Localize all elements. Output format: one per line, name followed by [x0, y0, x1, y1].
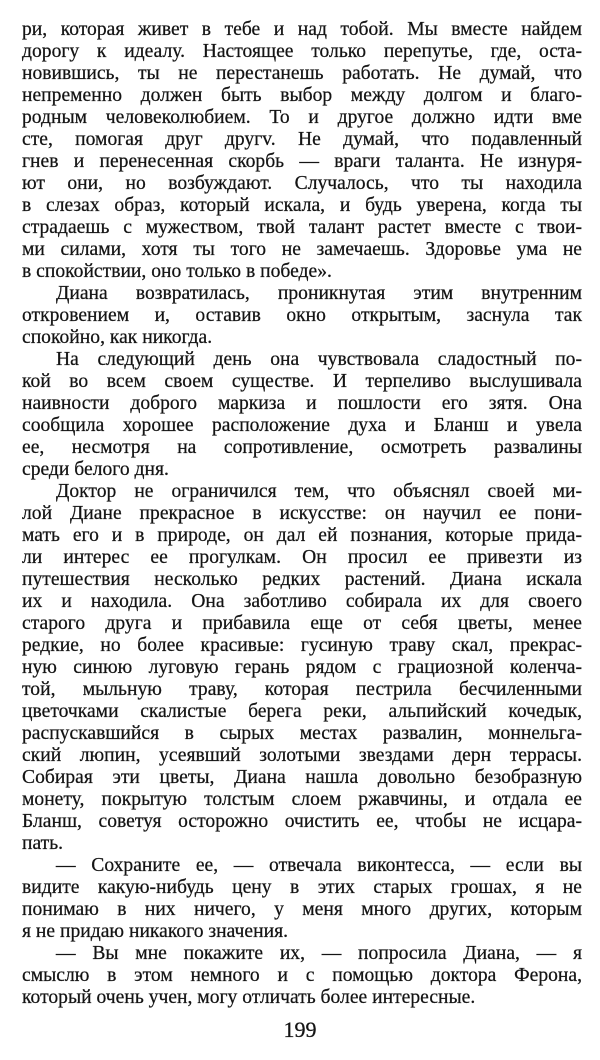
page-number: 199 — [283, 1017, 317, 1042]
text-line: я не придаю никакого значения. — [22, 921, 288, 942]
text-line: который очень учен, могу отличать более интересные. — [22, 987, 476, 1008]
text-line: ский люпин, усеявший золотыми звездами дерн террасы. — [22, 745, 582, 766]
text-line: родным человеколюбием. То и другое должно идти вме — [22, 107, 582, 128]
text-line: непременно должен быть выбор между долгом и благо- — [22, 85, 582, 106]
text-line: откровением и, оставив окно открытым, заснула так — [22, 305, 582, 326]
text-line: Собирая эти цветы, Диана нашла довольно безобразную — [22, 767, 582, 788]
text-line: спокойно, как никогда. — [22, 327, 213, 348]
text-line: монету, покрытую толстым слоем ржавчины, и отдала ее — [22, 789, 582, 810]
paragraph — [22, 481, 582, 855]
text-line: их и находила. Она заботливо собирала их для своего — [22, 591, 582, 612]
text-line: видите какую-нибудь цену в этих старых грошах, я не — [22, 877, 582, 898]
text-line: ную синюю луговую герань рядом с грациозной коленча- — [22, 657, 582, 678]
text-line: в спокойствии, оно только в победе». — [22, 261, 332, 282]
text-line: редкие, но более красивые: гусиную траву скал, прекрас- — [22, 635, 582, 656]
paragraph — [22, 349, 582, 481]
text-line: — Вы мне покажите их, — попросила Диана, — я — [56, 943, 582, 964]
text-line: ми силами, хотя ты того не замечаешь. Здоровье ума не — [22, 239, 582, 260]
text-line: — Сохраните ее, — отвечала виконтесса, — если вы — [56, 855, 582, 876]
text-line: лой Диане прекрасное в искусстве: он научил ее пони- — [22, 503, 582, 524]
text-line: ее, несмотря на сопротивление, осмотреть развалины — [22, 437, 582, 458]
text-line: смыслю в этом немного и с помощью доктора Ферона, — [22, 965, 582, 986]
text-line: сте, помогая друг другv. Не думай, что подавленный — [22, 129, 582, 150]
text-line: Доктор не ограничился тем, что объяснял своей ми- — [56, 481, 582, 502]
text-line: в слезах образ, который искала, и будь уверена, когда ты — [22, 195, 582, 216]
text-line: путешествия несколько редких растений. Диана искала — [22, 569, 582, 590]
page-body-text — [22, 19, 582, 1009]
text-line: понимаю в них ничего, у меня много других, которым — [22, 899, 582, 920]
text-line: сообщила хорошее расположение духа и Бланш и увела — [22, 415, 582, 436]
text-line: страдаешь с мужеством, твой талант растет вместе с твои- — [22, 217, 582, 238]
text-line: той, мыльную траву, которая пестрила бесчиленными — [22, 679, 582, 700]
paragraph — [22, 283, 582, 349]
text-line: распускавшийся в сырых местах развалин, моннельга- — [22, 723, 582, 744]
paragraph — [22, 943, 582, 1009]
text-line: Бланш, советуя осторожно очистить ее, чтобы не исцара- — [22, 811, 582, 832]
text-line: ют они, но возбуждают. Случалось, что ты находила — [22, 173, 582, 194]
text-line: дорогу к идеалу. Настоящее только перепутье, где, оста- — [22, 41, 582, 62]
text-line: пать. — [22, 833, 64, 854]
text-line: кой во всем своем существе. И терпеливо выслушивала — [22, 371, 582, 392]
text-line: ри, которая живет в тебе и над тобой. Мы вместе найдем — [22, 19, 582, 40]
text-line: Диана возвратилась, проникнутая этим внутренним — [56, 283, 582, 304]
text-line: цветочками скалистые берега реки, альпийский кочедык, — [22, 701, 582, 722]
text-line: среди белого дня. — [22, 459, 169, 480]
text-line: На следующий день она чувствовала сладостный по- — [56, 349, 582, 370]
text-line: ли интерес ее прогулкам. Он просил ее привезти из — [22, 547, 582, 568]
paragraph — [22, 855, 582, 943]
text-line: гнев и перенесенная скорбь — враги таланта. Не изнуря- — [22, 151, 582, 172]
text-line: новившись, ты не перестанешь работать. Не думай, что — [22, 63, 582, 84]
text-line: наивности доброго маркиза и пошлости его зятя. Она — [22, 393, 582, 414]
paragraph — [22, 19, 582, 283]
text-line: мать его и в природе, он дал ей познания, которые прида- — [22, 525, 582, 546]
text-line: старого друга и прибавила еще от себя цветы, менее — [22, 613, 582, 634]
